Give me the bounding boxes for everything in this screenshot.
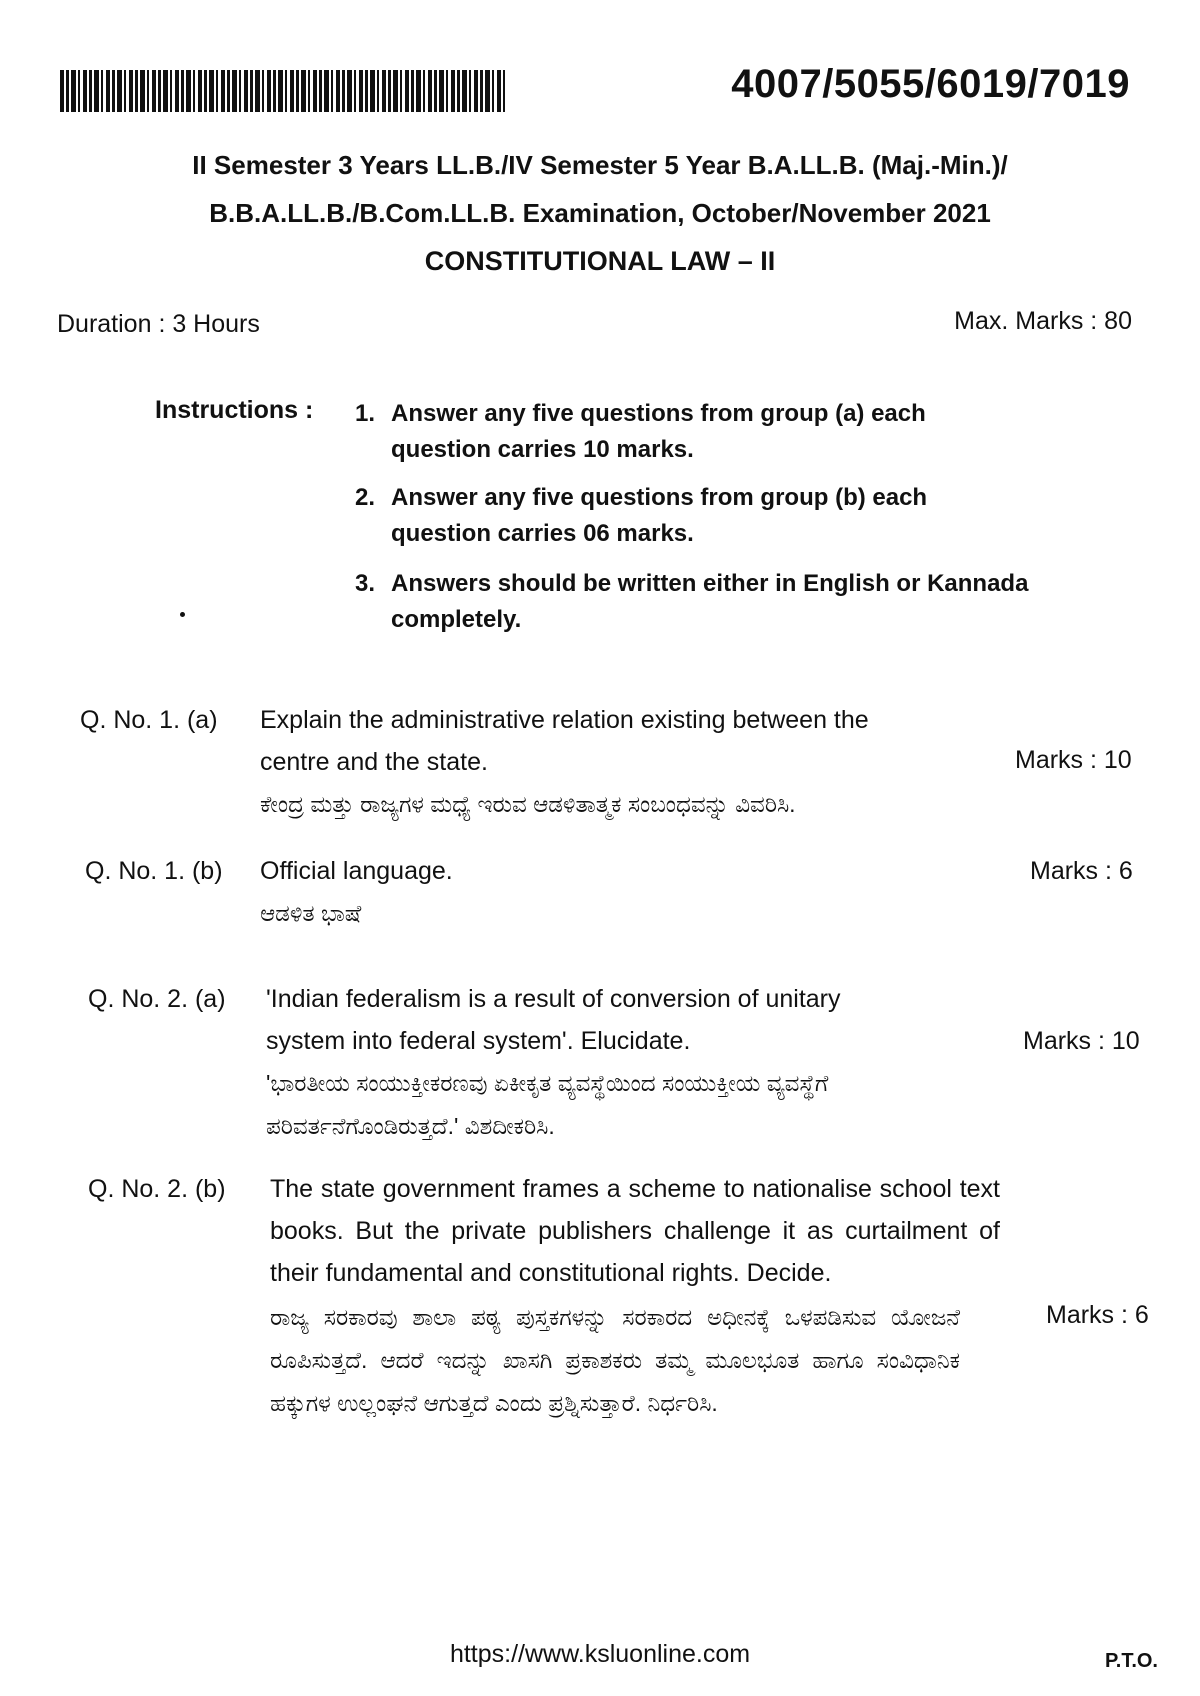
instruction-text: Answer any five questions from group (a) each question carries 10 marks. — [391, 400, 926, 463]
exam-title-line1: II Semester 3 Years LL.B./IV Semester 5 Year B.A.LL.B. (Maj.-Min.)/ — [192, 150, 1008, 180]
stray-dot — [180, 612, 185, 617]
instruction-text: Answers should be written either in English or Kannada completely. — [391, 570, 1029, 633]
marks-label: Marks : 10 — [1023, 1027, 1140, 1055]
marks-label: Marks : 10 — [1015, 746, 1132, 774]
question-line: system into federal system'. Elucidate. — [266, 1027, 691, 1055]
question-text — [270, 1168, 1000, 1425]
instructions-label: Instructions : — [155, 396, 314, 424]
question-kannada: ಕೇಂದ್ರ ಮತ್ತು ರಾಜ್ಯಗಳ ಮಧ್ಯೆ ಇರುವ ಆಡಳಿತಾತ್ಮಕ ಸಂಬಂಧವನ್ನು ವಿವರಿಸಿ. — [260, 791, 796, 817]
barcode — [60, 70, 505, 112]
marks-label: Marks : 6 — [1030, 857, 1133, 885]
instruction-number: 2. — [355, 484, 376, 511]
question-kannada: ರಾಜ್ಯ ಸರಕಾರವು ಶಾಲಾ ಪಠ್ಯ ಪುಸ್ತಕಗಳನ್ನು ಸರಕಾರದ ಅಧೀನಕ್ಕೆ ಒಳಪಡಿಸುವ ಯೋಜನೆ ರೂಪಿಸುತ್ತದೆ. ಆದರೆ ಇದನ್ನು ಖಾಸಗಿ ಪ್ರಕಾಶಕರು ತಮ್ಮ ಮೂಲಭೂತ ಹಾಗೂ ಸಂವಿಧಾನಿಕ ಹಕ್ಕುಗಳ ಉಲ್ಲಂಘನೆ ಆಗುತ್ತದೆ ಎಂದು ಪ್ರಶ್ನಿಸುತ್ತಾರೆ. ನಿರ್ಧರಿಸಿ. — [270, 1304, 960, 1416]
instruction-number: 1. — [355, 400, 376, 427]
paper-code: 4007/5055/6019/7019 — [731, 62, 1130, 106]
question-number: Q. No. 1. (a) — [80, 706, 218, 734]
question-text — [260, 850, 1000, 935]
question-number: Q. No. 2. (a) — [88, 985, 226, 1013]
max-marks: Max. Marks : 80 — [954, 307, 1132, 335]
question-kannada: ಆಡಳಿತ ಭಾಷೆ — [260, 900, 362, 926]
question-line: Explain the administrative relation existing between the — [260, 706, 869, 734]
question-line: Official language. — [260, 857, 453, 885]
question-line: centre and the state. — [260, 748, 488, 776]
subject-title: CONSTITUTIONAL LAW – II — [424, 246, 776, 276]
question-number: Q. No. 2. (b) — [88, 1175, 226, 1203]
footer-url: https://www.ksluonline.com — [449, 1640, 751, 1668]
question-text — [260, 699, 1000, 826]
question-number: Q. No. 1. (b) — [85, 857, 223, 885]
marks-label: Marks : 6 — [1046, 1301, 1149, 1329]
instruction-text: Answer any five questions from group (b) each question carries 06 marks. — [391, 484, 928, 547]
question-kannada: 'ಭಾರತೀಯ ಸಂಯುಕ್ತೀಕರಣವು ಏಕೀಕೃತ ವ್ಯವಸ್ಥೆಯಿಂದ ಸಂಯುಕ್ತೀಯ ವ್ಯವಸ್ಥೆಗೆ ಪರಿವರ್ತನೆಗೊಂಡಿರುತ್ತದೆ.' ವಿಶದೀಕರಿಸಿ. — [266, 1070, 829, 1139]
instruction-number: 3. — [355, 570, 376, 597]
pto-label: P.T.O. — [1105, 1650, 1158, 1672]
duration: Duration : 3 Hours — [57, 310, 260, 338]
exam-title-line2: B.B.A.LL.B./B.Com.LL.B. Examination, October/November 2021 — [209, 198, 991, 228]
question-text — [266, 978, 956, 1148]
question-paragraph: The state government frames a scheme to nationalise school text books. But the private publishers challenge it as curtailment of their fundamental and constitutional rights. Decide. — [270, 1175, 1000, 1287]
question-line: 'Indian federalism is a result of conversion of unitary — [266, 985, 841, 1013]
